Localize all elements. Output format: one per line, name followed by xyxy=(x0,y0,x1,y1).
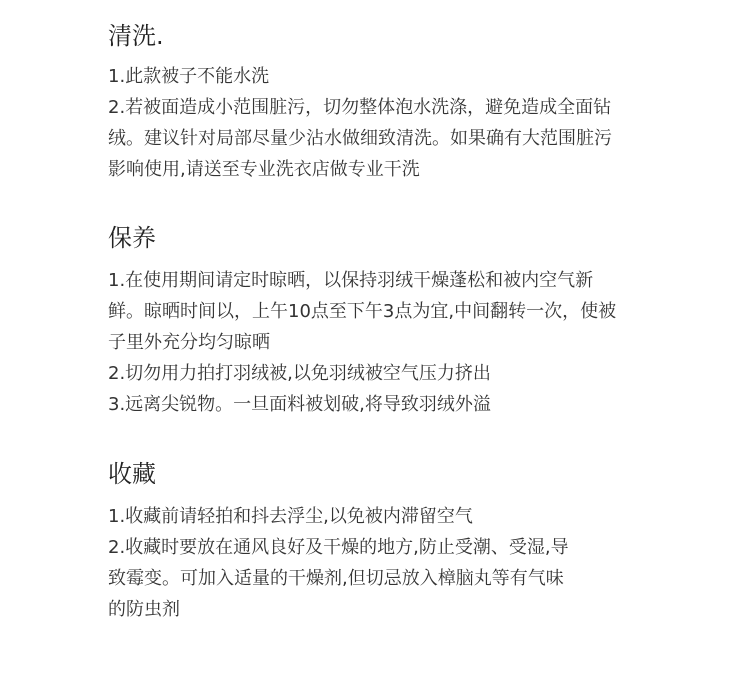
section-body-maintenance xyxy=(108,265,616,420)
section-maintenance xyxy=(108,222,616,420)
storage-line-1: 1.收藏前请轻拍和抖去浮尘,以免被内滞留空气 xyxy=(108,506,473,527)
section-title-storage: 收藏 xyxy=(108,460,156,488)
storage-line-3: 致霉变。可加入适量的干燥剂,但切忌放入樟脑丸等有气味 xyxy=(108,568,564,589)
washing-line-3: 绒。建议针对局部尽量少沾水做细致清洗。如果确有大范围脏污 xyxy=(108,128,612,149)
maintenance-line-2: 鲜。晾晒时间以，上午10点至下午3点为宜,中间翻转一次，使被 xyxy=(108,301,617,322)
section-storage xyxy=(108,458,569,625)
section-body-washing xyxy=(108,61,612,185)
storage-line-2: 2.收藏时要放在通风良好及干燥的地方,防止受潮、受湿,导 xyxy=(108,537,569,558)
section-title-washing: 清洗. xyxy=(108,22,164,50)
maintenance-line-1: 1.在使用期间请定时晾晒，以保持羽绒干燥蓬松和被内空气新 xyxy=(108,270,594,291)
section-body-storage xyxy=(108,501,569,625)
storage-line-4: 的防虫剂 xyxy=(108,599,180,620)
washing-line-1: 1.此款被子不能水洗 xyxy=(108,66,270,87)
washing-line-2: 2.若被面造成小范围脏污，切勿整体泡水洗涤，避免造成全面钻 xyxy=(108,97,612,118)
washing-line-4: 影响使用,请送至专业洗衣店做专业干洗 xyxy=(108,159,420,180)
section-washing xyxy=(108,20,612,185)
section-title-maintenance: 保养 xyxy=(108,224,156,252)
maintenance-line-5: 3.远离尖锐物。一旦面料被划破,将导致羽绒外溢 xyxy=(108,394,491,415)
maintenance-line-3: 子里外充分均匀晾晒 xyxy=(108,332,270,353)
maintenance-line-4: 2.切勿用力拍打羽绒被,以免羽绒被空气压力挤出 xyxy=(108,363,491,384)
